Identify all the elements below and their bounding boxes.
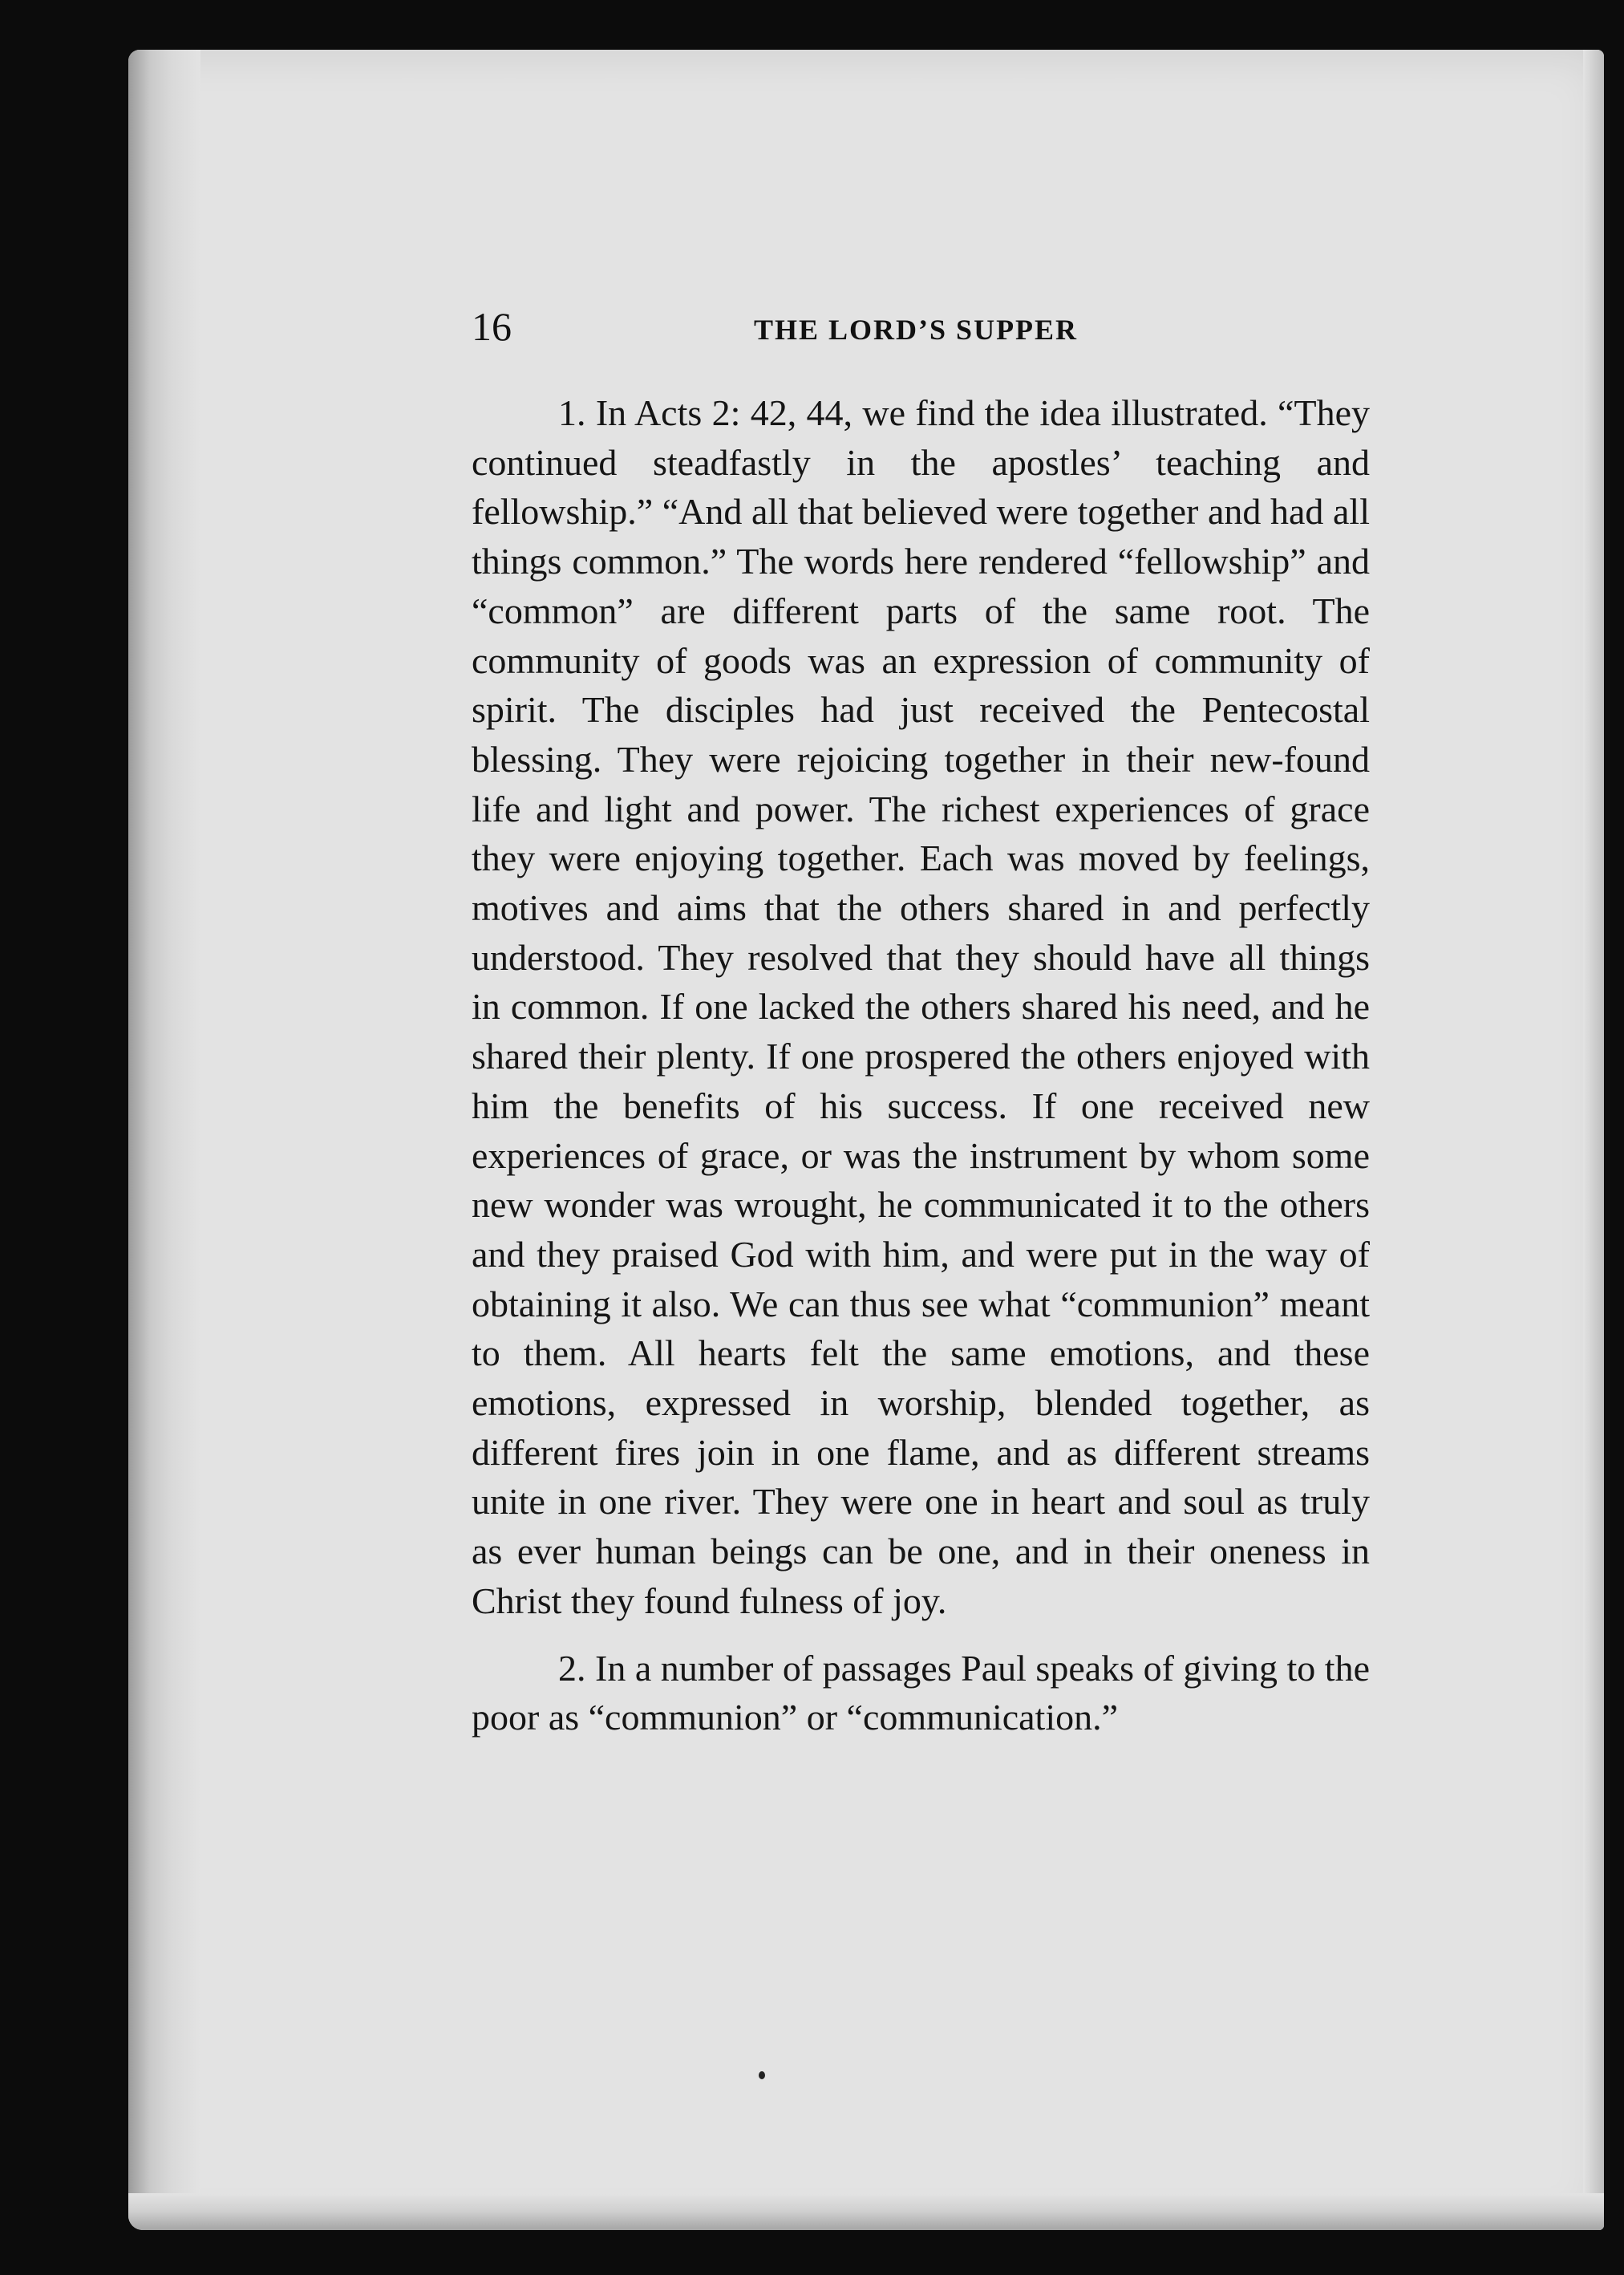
paragraph-2: 2. In a number of passages Paul speaks of giving to the poor as “communion” or “communication.” xyxy=(472,1647,1370,1738)
page-right-edge xyxy=(1583,50,1604,2230)
page-header xyxy=(472,303,1370,367)
scan-speck xyxy=(759,2071,765,2079)
running-title: THE LORD’S SUPPER xyxy=(754,314,1079,346)
page-bottom-edge xyxy=(128,2193,1604,2230)
page-number: 16 xyxy=(472,304,512,349)
page-spine-shadow xyxy=(128,50,200,2230)
paragraph-1: 1. In Acts 2: 42, 44, we find the idea illustrated. “They continued steadfastly in the apostles’ teaching and fellowship.” “And all that believed were together and had all things common.” The words here rendered “fellowship” and “common” are different parts of the same root. The community of goods was an expression of community of spirit. The disciples had just received the Pentecostal blessing. They were rejoicing together in their new-found life and light and power. The richest experiences of grace they were enjoying together. Each was moved by feelings, motives and aims that the others shared in and perfectly understood. They resolved that they should have all things in common. If one lacked the others shared his need, and he shared their plenty. If one prospered the others enjoyed with him the benefits of his success. If one received new experiences of grace, or was the instrument by whom some new wonder was wrought, he communicated it to the others and they praised God with him, and were put in the way of obtaining it also. We can thus see what “communion” meant to them. All hearts felt the same emotions, and these emotions, expressed in worship, blended together, as different fires join in one flame, and as different streams unite in one river. They were one in heart and soul as truly as ever human beings can be one, and in their oneness in Christ they found fulness of joy. xyxy=(472,392,1370,1621)
body-text xyxy=(472,388,1370,1742)
